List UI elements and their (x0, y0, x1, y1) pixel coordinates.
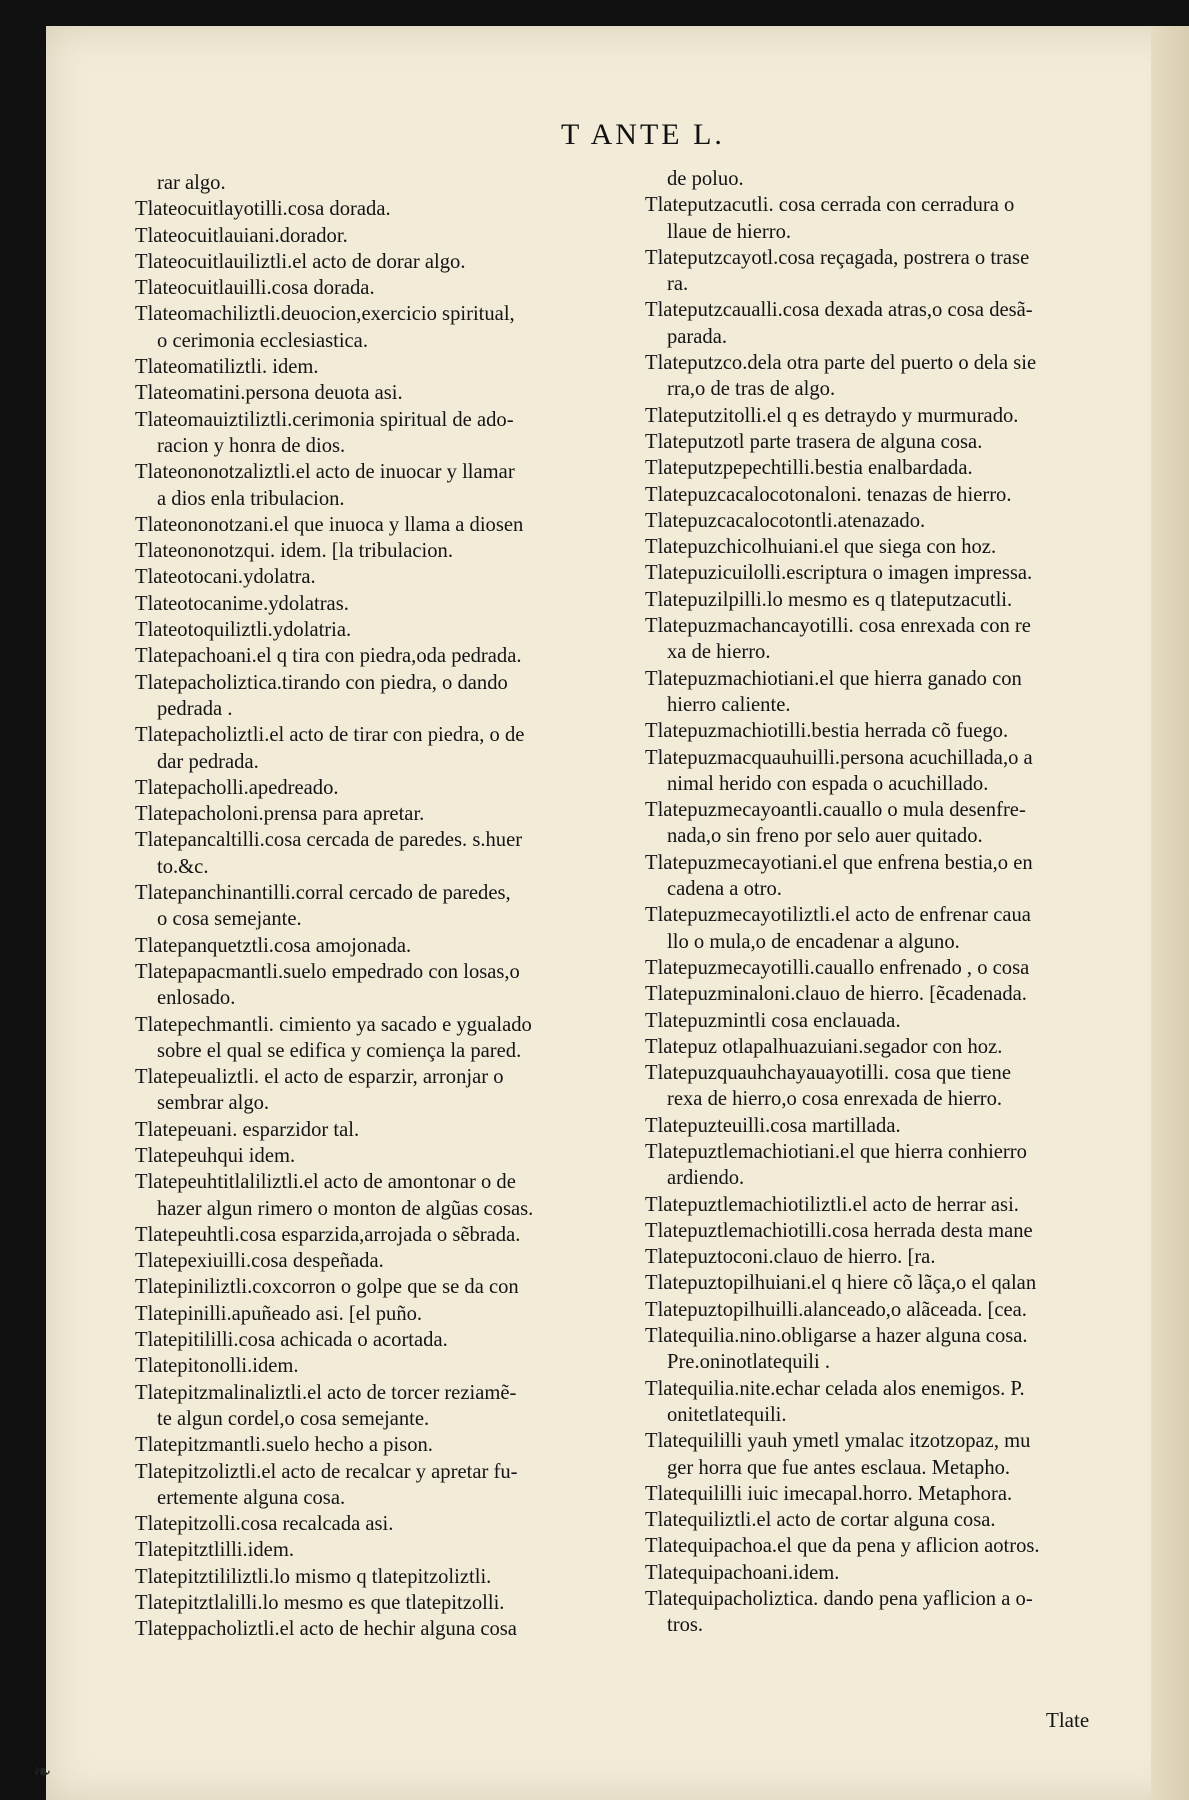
entry-continuation-line: cadena a otro. (667, 878, 782, 901)
dictionary-entry-line: Tlatepacholiztli.el acto de tirar con piedra, o de (135, 724, 525, 747)
dictionary-entry-line: Tlatepuztopilhuilli.alanceado,o alãceada. [cea. (645, 1298, 1027, 1321)
entry-continuation-line: ertemente alguna cosa. (157, 1486, 346, 1509)
dictionary-entry-line: Tlatequipachoani.idem. (645, 1561, 840, 1584)
dictionary-entry-line: Tlatepanquetztli.cosa amojonada. (135, 934, 412, 957)
dictionary-entry-line: Tlateputzacutli. cosa cerrada con cerradura o (645, 194, 1015, 217)
entry-continuation-line: hierro caliente. (667, 693, 791, 716)
entry-continuation-line: rexa de hierro,o cosa enrexada de hierro. (667, 1088, 1003, 1111)
dictionary-entry-line: Tlatequilia.nino.obligarse a hazer alguna cosa. (645, 1325, 1028, 1348)
right-column (645, 166, 1115, 1639)
dictionary-entry-line: Tlatepapacmantli.suelo empedrado con losas,o (135, 960, 520, 983)
adjacent-page-edge (1151, 26, 1189, 1800)
dictionary-entry-line: Tlatepeuhtli.cosa esparzida,arrojada o sẽbrada. (135, 1223, 521, 1246)
dictionary-entry-line: Tlatepuzmecayotiani.el que enfrena bestia,o en (645, 851, 1033, 874)
dictionary-entry-line: Tlatepitztililiztli.lo mismo q tlatepitzoliztli. (135, 1565, 492, 1588)
entry-continuation-line: ardiendo. (667, 1167, 745, 1190)
dictionary-entry-line: Tlatepiniliztli.coxcorron o golpe que se da con (135, 1276, 519, 1299)
dictionary-entry-line: Tlatepuzmintli cosa enclauada. (645, 1009, 901, 1032)
entry-continuation-line: o cosa semejante. (157, 908, 302, 931)
dictionary-entry-line: Tlatepuzilpilli.lo mesmo es q tlateputzacutli. (645, 588, 1013, 611)
entry-continuation-line: rar algo. (157, 172, 226, 194)
dictionary-entry-line: Tlatepitzoliztli.el acto de recalcar y apretar fu- (135, 1460, 518, 1483)
dictionary-entry-line: Tlatepuztlemachiotiani.el que hierra conhierro (645, 1140, 1027, 1163)
dictionary-entry-line: Tlatepachoani.el q tira con piedra,oda pedrada. (135, 645, 522, 668)
dictionary-entry-line: Tlateputzpepechtilli.bestia enalbardada. (645, 457, 973, 480)
entry-continuation-line: hazer algun rimero o monton de algũas cosas. (157, 1197, 534, 1220)
dictionary-entry-line: Tlateocuitlauilli.cosa dorada. (135, 277, 375, 300)
dictionary-entry-line: Tlatepitililli.cosa achicada o acortada. (135, 1329, 448, 1352)
entry-continuation-line: ra. (667, 273, 689, 296)
dictionary-entry-line: Tlatepitztlalilli.lo mesmo es que tlatepitzolli. (135, 1592, 505, 1615)
dictionary-entry-line: Tlateononotzani.el que inuoca y llama a diosen (135, 513, 524, 536)
entry-continuation-line: Pre.oninotlatequili . (667, 1351, 831, 1374)
entry-continuation-line: ger horra que fue antes esclaua. Metapho. (667, 1456, 1011, 1479)
dictionary-entry-line: Tlatepancaltilli.cosa cercada de paredes. s.huer (135, 829, 523, 852)
dictionary-entry-line: Tlateononotzqui. idem. [la tribulacion. (135, 540, 453, 563)
entry-continuation-line: xa de hierro. (667, 641, 771, 664)
entry-continuation-line: pedrada . (157, 697, 233, 720)
dictionary-entry-line: Tlatepuztoconi.clauo de hierro. [ra. (645, 1246, 936, 1269)
dictionary-entry-line: Tlatepuzmacquauhuilli.persona acuchillada,o a (645, 746, 1033, 769)
printer-mark-icon: ❧ (33, 1760, 52, 1785)
dictionary-entry-line: Tlateputzcaualli.cosa dexada atras,o cosa desã- (645, 299, 1033, 322)
dictionary-entry-line: Tlatepacholli.apedreado. (135, 776, 339, 799)
dictionary-entry-line: Tlatepitzmalinaliztli.el acto de torcer reziamẽ- (135, 1381, 517, 1404)
dictionary-entry-line: Tlatepuzcacalocotonaloni. tenazas de hierro. (645, 483, 1012, 506)
dictionary-entry-line: Tlatepeualiztli. el acto de esparzir, arronjar o (135, 1066, 504, 1089)
entry-continuation-line: enlosado. (157, 987, 236, 1010)
entry-continuation-line: llo o mula,o de encadenar a alguno. (667, 930, 960, 953)
dictionary-entry-line: Tlatepuzmecayotilli.cauallo enfrenado , o cosa (645, 956, 1030, 979)
dictionary-entry-line: Tlatepitonolli.idem. (135, 1355, 299, 1378)
dictionary-entry-line: Tlatequilia.nite.echar celada alos enemigos. P. (645, 1377, 1025, 1400)
dictionary-entry-line: Tlateocuitlauiani.dorador. (135, 224, 348, 247)
dictionary-entry-line: Tlatepuz otlapalhuazuiani.segador con hoz. (645, 1035, 1003, 1058)
dictionary-entry-line: Tlatequipacholiztica. dando pena yaflicion a o- (645, 1588, 1033, 1611)
dictionary-entry-line: Tlateononotzaliztli.el acto de inuocar y llamar (135, 461, 515, 484)
dictionary-entry-line: Tlatequililli iuic imecapal.horro. Metaphora. (645, 1482, 1013, 1505)
entry-continuation-line: onitetlatequili. (667, 1403, 787, 1426)
catchword: Tlate (1046, 1708, 1090, 1732)
dictionary-entry-line: Tlatepuzchicolhuiani.el que siega con hoz. (645, 536, 997, 559)
dictionary-entry-line: Tlateomachiliztli.deuocion,exercicio spiritual, (135, 303, 515, 326)
dictionary-entry-line: Tlateocuitlayotilli.cosa dorada. (135, 198, 391, 221)
dictionary-entry-line: Tlatepuzcacalocotontli.atenazado. (645, 509, 926, 532)
dictionary-entry-line: Tlatepinilli.apuñeado asi. [el puño. (135, 1302, 423, 1325)
dictionary-entry-line: Tlatepuzmecayoantli.cauallo o mula desenfre- (645, 799, 1026, 822)
dictionary-entry-line: Tlatepeuani. esparzidor tal. (135, 1118, 360, 1141)
dictionary-entry-line: Tlatepuzicuilolli.escriptura o imagen impressa. (645, 562, 1033, 585)
dictionary-entry-line: Tlatepuzteuilli.cosa martillada. (645, 1114, 901, 1137)
entry-continuation-line: a dios enla tribulacion. (157, 487, 345, 510)
dictionary-entry-line: Tlatepuztlemachiotilli.cosa herrada desta mane (645, 1219, 1033, 1242)
left-column (135, 170, 620, 1643)
entry-continuation-line: racion y honra de dios. (157, 434, 346, 457)
entry-continuation-line: de poluo. (667, 168, 744, 190)
entry-continuation-line: rra,o de tras de algo. (667, 378, 836, 401)
entry-continuation-line: tros. (667, 1614, 704, 1637)
dictionary-entry-line: Tlateputzcayotl.cosa reçagada, postrera o trase (645, 246, 1030, 269)
dictionary-entry-line: Tlatepeuhtitlaliliztli.el acto de amontonar o de (135, 1171, 516, 1194)
dictionary-entry-line: Tlateocuitlauiliztli.el acto de dorar algo. (135, 250, 466, 273)
dictionary-entry-line: Tlatepitzolli.cosa recalcada asi. (135, 1513, 394, 1536)
running-head: T ANTE L. (561, 118, 725, 151)
entry-continuation-line: nada,o sin freno por selo auer quitado. (667, 825, 983, 848)
entry-continuation-line: sobre el qual se edifica y comiença la pared. (157, 1039, 522, 1062)
dictionary-entry-line: Tlatepanchinantilli.corral cercado de paredes, (135, 882, 511, 905)
dictionary-entry-line: Tlateomatini.persona deuota asi. (135, 382, 403, 405)
entry-continuation-line: parada. (667, 325, 728, 348)
dictionary-entry-line: Tlatepuzmachancayotilli. cosa enrexada con re (645, 615, 1031, 638)
dictionary-entry-line: Tlateputzotl parte trasera de alguna cosa. (645, 430, 983, 453)
entry-continuation-line: sembrar algo. (157, 1092, 270, 1115)
dictionary-entry-line: Tlatepechmantli. cimiento ya sacado e ygualado (135, 1013, 532, 1036)
dictionary-entry-line: Tlateotoquiliztli.ydolatria. (135, 619, 352, 642)
dictionary-entry-line: Tlatequiliztli.el acto de cortar alguna cosa. (645, 1509, 996, 1532)
entry-continuation-line: dar pedrada. (157, 750, 259, 773)
dictionary-entry-line: Tlateppacholiztli.el acto de hechir alguna cosa (135, 1618, 517, 1641)
dictionary-entry-line: Tlateotocanime.ydolatras. (135, 592, 349, 615)
dictionary-entry-line: Tlateputzitolli.el q es detraydo y murmurado. (645, 404, 1019, 427)
dictionary-entry-line: Tlatequipachoa.el que da pena y aflicion aotros. (645, 1535, 1040, 1558)
dictionary-entry-line: Tlateomauiztiliztli.cerimonia spiritual de ado- (135, 408, 514, 431)
dictionary-entry-line: Tlatepexiuilli.cosa despeñada. (135, 1250, 384, 1273)
dictionary-entry-line: Tlatepuzquauhchayauayotilli. cosa que tiene (645, 1062, 1011, 1085)
dictionary-entry-line: Tlateotocani.ydolatra. (135, 566, 316, 589)
dictionary-entry-line: Tlatepeuhqui idem. (135, 1144, 296, 1167)
dictionary-entry-line: Tlatepuztlemachiotiliztli.el acto de herrar asi. (645, 1193, 1019, 1216)
dictionary-entry-line: Tlatepuzmachiotilli.bestia herrada cõ fuego. (645, 720, 1009, 743)
dictionary-entry-line: Tlatepuzminaloni.clauo de hierro. [ẽcadenada. (645, 983, 1027, 1006)
dictionary-entry-line: Tlatepitztlilli.idem. (135, 1539, 294, 1562)
dictionary-entry-line: Tlateputzco.dela otra parte del puerto o dela sie (645, 352, 1037, 375)
dictionary-entry-line: Tlatepuzmecayotiliztli.el acto de enfrenar caua (645, 904, 1031, 927)
entry-continuation-line: llaue de hierro. (667, 220, 792, 243)
dictionary-entry-line: Tlatepacholoni.prensa para apretar. (135, 803, 425, 826)
dictionary-entry-line: Tlatequililli yauh ymetl ymalac itzotzopaz, mu (645, 1430, 1031, 1453)
dictionary-entry-line: Tlatepuzmachiotiani.el que hierra ganado con (645, 667, 1022, 690)
dictionary-entry-line: Tlatepitzmantli.suelo hecho a pison. (135, 1434, 433, 1457)
entry-continuation-line: to.&c. (157, 855, 209, 878)
entry-continuation-line: nimal herido con espada o acuchillado. (667, 772, 989, 795)
dictionary-entry-line: Tlatepuztopilhuiani.el q hiere cõ lãça,o el qalan (645, 1272, 1037, 1295)
entry-continuation-line: o cerimonia ecclesiastica. (157, 329, 368, 352)
dictionary-entry-line: Tlateomatiliztli. idem. (135, 356, 319, 379)
entry-continuation-line: te algun cordel,o cosa semejante. (157, 1407, 430, 1430)
dictionary-entry-line: Tlatepacholiztica.tirando con piedra, o dando (135, 671, 508, 694)
